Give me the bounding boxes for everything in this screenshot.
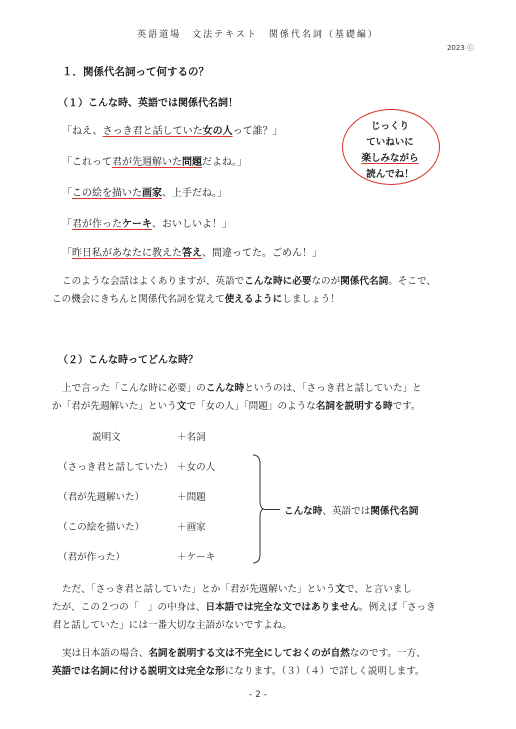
explain-paragraph-line-2: か「君が先週解いた」という文で「女の人」「問題」のような名詞を説明する時です。: [52, 401, 421, 412]
brace-label: こんな時、英語では関係代名詞: [284, 506, 419, 517]
page-number: - 2 -: [249, 690, 267, 700]
note-line-3: 楽しみながら: [361, 153, 419, 164]
table-row-left: （君が先週解いた）: [58, 492, 145, 503]
table-row-left: （さっき君と話していた）: [58, 462, 174, 473]
table-row-left: （この絵を描いた）: [58, 522, 145, 533]
note-paragraph-line-1: ただ、「さっき君と話していた」とか「君が先週解いた」という文で、と言いまし: [62, 584, 412, 595]
table-row-right: ＋画家: [177, 522, 206, 533]
table-row-left: （君が作った）: [58, 552, 126, 563]
dialogue-line-1: 「ねえ、さっき君と話していた女の人って誰？」: [62, 126, 283, 137]
subsection-heading-2: （２）こんな時ってどんな時？: [58, 355, 198, 366]
conclusion-paragraph-line-2: 英語では名詞に付ける説明文は完全な形になります。（３）（４）で詳しく説明します。: [52, 666, 425, 677]
subsection-heading-1: （１）こんな時、英語では関係代名詞！: [58, 98, 238, 109]
dialogue-line-5: 「昨日私があなたに教えた答え、間違ってた。ごめん！」: [62, 248, 322, 259]
dialogue-line-2: 「これって君が先週解いた問題だよね。」: [62, 157, 247, 168]
table-header-explanation: 説明文: [92, 432, 121, 443]
intro-paragraph-line-1: このような会話はよくありますが、英語でこんな時に必要なのが関係代名詞。そこで、: [62, 276, 436, 287]
grouping-brace: [252, 454, 264, 564]
table-row-right: ＋女の人: [177, 462, 216, 473]
copyright-year: 2023 ⓒ: [446, 44, 474, 52]
dialogue-line-3: 「この絵を描いた画家、上手だね。」: [62, 188, 227, 199]
explain-paragraph-line-1: 上で言った「こんな時に必要」のこんな時というのは、「さっき君と話していた」と: [62, 383, 422, 394]
table-row-right: ＋問題: [177, 492, 206, 503]
note-line-2: ていねいに: [366, 137, 414, 148]
section-heading: １．関係代名詞って何するの？: [62, 66, 209, 78]
brace-connector-line: [264, 509, 280, 510]
dialogue-line-4: 「君が作ったケーキ、おいしいよ！」: [62, 219, 232, 230]
conclusion-paragraph-line-1: 実は日本語の場合、名詞を説明する文は不完全にしておくのが自然なのです。一方、: [62, 648, 426, 659]
note-paragraph-line-3: 君と話していた」には一番大切な主語がないですよね。: [52, 620, 292, 631]
table-row-right: ＋ケーキ: [177, 552, 216, 563]
document-header-title: 英語道場 文法テキスト 関係代名詞（基礎編）: [137, 30, 379, 40]
note-line-1: じっくり: [370, 121, 409, 132]
note-line-4: 読んでね！: [366, 169, 414, 180]
table-header-noun: ＋名詞: [177, 432, 206, 443]
intro-paragraph-line-2: この機会にきちんと関係代名詞を覚えて使えるようにしましょう！: [52, 294, 340, 305]
note-paragraph-line-2: たが、この２つの「 」の中身は、日本語では完全な文ではありません。例えば「さっき: [52, 602, 436, 613]
